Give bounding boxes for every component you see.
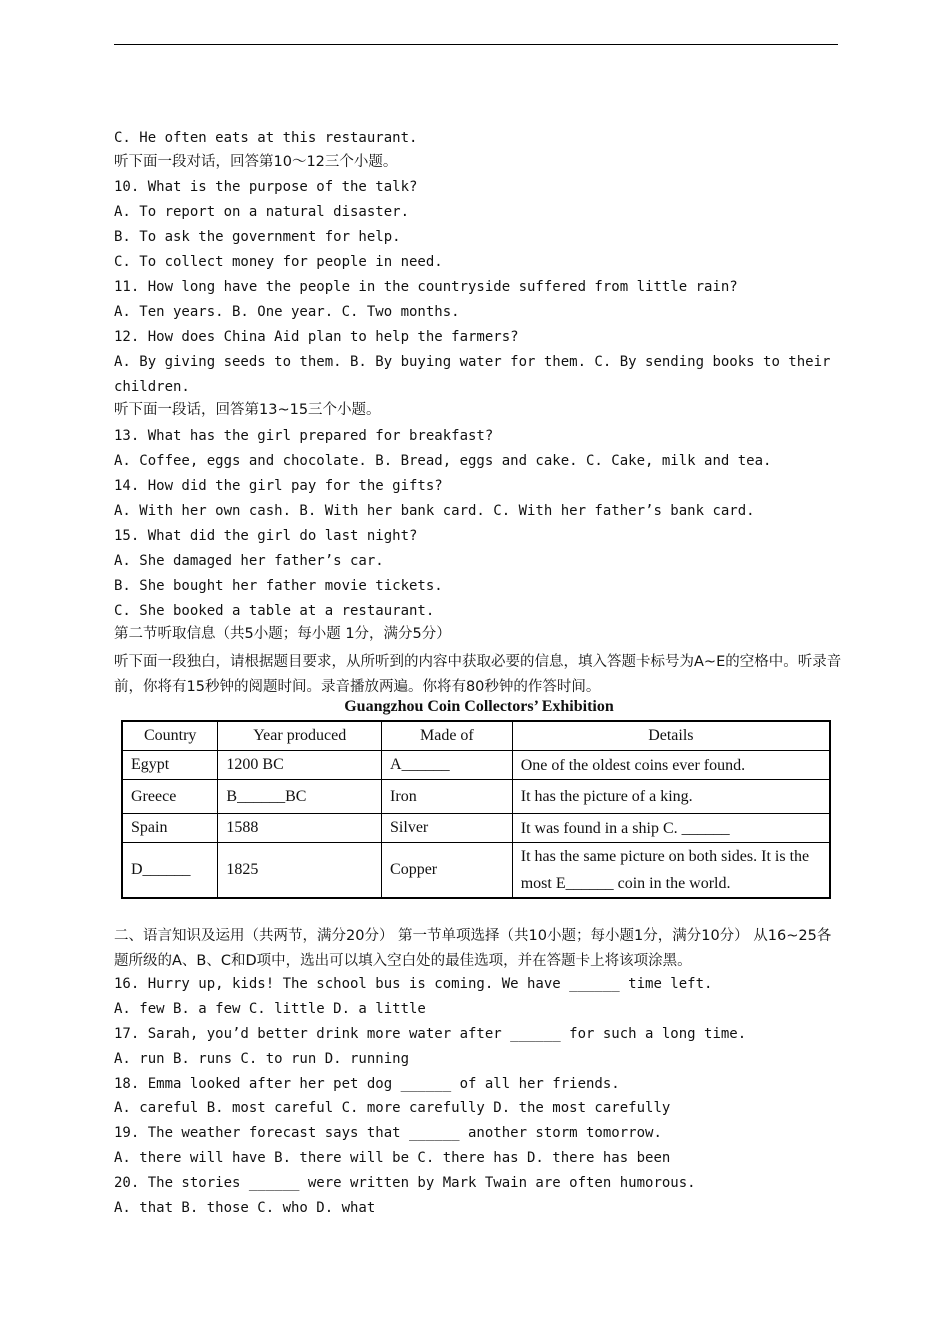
cell-details: It has the picture of a king. xyxy=(512,780,830,814)
section-instruction: 听下面一段话，回答第13~15三个小题。 xyxy=(114,402,381,418)
table-row xyxy=(122,814,830,843)
question-13: 13. What has the girl prepared for breakfast? xyxy=(114,428,494,444)
cell-material: Silver xyxy=(382,814,513,843)
option-line: A. By giving seeds to them. B. By buying water for them. C. By sending books to their xyxy=(114,354,831,370)
option-line: A. careful B. most careful C. more carefully D. the most carefully xyxy=(114,1100,671,1116)
question-11: 11. How long have the people in the countryside suffered from little rain? xyxy=(114,279,738,295)
option-line: C. He often eats at this restaurant. xyxy=(114,130,418,146)
option-line: A. run B. runs C. to run D. running xyxy=(114,1051,410,1067)
header-material: Made of xyxy=(382,721,513,751)
cell-material: A______ xyxy=(382,751,513,780)
option-line: A. With her own cash. B. With her bank card. C. With her father’s bank card. xyxy=(114,503,755,519)
cell-country: Spain xyxy=(122,814,218,843)
option-line: C. She booked a table at a restaurant. xyxy=(114,603,435,619)
section-heading: 第二节听取信息（共5小题；每小题 1分，满分5分） xyxy=(114,626,451,642)
section-instruction: 听下面一段独白，请根据题目要求，从所听到的内容中获取必要的信息，填入答题卡标号为A~E的空格中。听录音前，你将有15秒钟的阅题时间。录音播放两遍。你将有80秒钟的作答时间。 xyxy=(114,654,842,695)
cell-country: Egypt xyxy=(122,751,218,780)
table-header-row xyxy=(122,721,830,751)
question-19: 19. The weather forecast says that ______ another storm tomorrow. xyxy=(114,1125,662,1141)
option-line: C. To collect money for people in need. xyxy=(114,254,443,270)
option-line: A. that B. those C. who D. what xyxy=(114,1200,376,1216)
section-heading: 二、语言知识及运用（共两节，满分20分） 第一节单项选择（共10小题；每小题1分，满分10分） 从16~25各题所级的A、B、C和D项中，选出可以填入空白处的最佳选项，并在答题卡上将该项涂黑。 xyxy=(114,928,832,969)
question-12: 12. How does China Aid plan to help the farmers? xyxy=(114,329,519,345)
option-line: A. Coffee, eggs and chocolate. B. Bread, eggs and cake. C. Cake, milk and tea. xyxy=(114,453,772,469)
question-15: 15. What did the girl do last night? xyxy=(114,528,418,544)
cell-material: Iron xyxy=(382,780,513,814)
option-line: A. few B. a few C. little D. a little xyxy=(114,1001,426,1017)
cell-year: 1200 BC xyxy=(218,751,382,780)
option-line: B. She bought her father movie tickets. xyxy=(114,578,443,594)
question-20: 20. The stories ______ were written by Mark Twain are often humorous. xyxy=(114,1175,696,1191)
cell-country: Greece xyxy=(122,780,218,814)
header-rule xyxy=(114,44,838,45)
option-line: B. To ask the government for help. xyxy=(114,229,401,245)
cell-year: B______BC xyxy=(218,780,382,814)
option-line: A. there will have B. there will be C. there has D. there has been xyxy=(114,1150,671,1166)
section-instruction: 听下面一段对话，回答第10～12三个小题。 xyxy=(114,154,398,170)
option-line: A. Ten years. B. One year. C. Two months. xyxy=(114,304,460,320)
header-details: Details xyxy=(512,721,830,751)
cell-details: It was found in a ship C. ______ xyxy=(512,814,830,843)
cell-details: One of the oldest coins ever found. xyxy=(512,751,830,780)
question-17: 17. Sarah, you’d better drink more water after ______ for such a long time. xyxy=(114,1026,747,1042)
coin-table xyxy=(121,720,831,899)
header-country: Country xyxy=(122,721,218,751)
question-16: 16. Hurry up, kids! The school bus is coming. We have ______ time left. xyxy=(114,976,713,992)
table-row xyxy=(122,843,830,899)
table-row xyxy=(122,780,830,814)
cell-year: 1588 xyxy=(218,814,382,843)
table-row xyxy=(122,751,830,780)
question-14: 14. How did the girl pay for the gifts? xyxy=(114,478,443,494)
cell-material: Copper xyxy=(382,843,513,899)
cell-details: It has the same picture on both sides. It is the most E______ coin in the world. xyxy=(512,843,830,899)
option-line: A. To report on a natural disaster. xyxy=(114,204,410,220)
cell-country: D______ xyxy=(122,843,218,899)
table-title: Guangzhou Coin Collectors’ Exhibition xyxy=(344,698,614,715)
cell-year: 1825 xyxy=(218,843,382,899)
question-18: 18. Emma looked after her pet dog ______ of all her friends. xyxy=(114,1076,620,1092)
header-year: Year produced xyxy=(218,721,382,751)
option-line: A. She damaged her father’s car. xyxy=(114,553,384,569)
question-10: 10. What is the purpose of the talk? xyxy=(114,179,418,195)
option-line: children. xyxy=(114,379,190,395)
